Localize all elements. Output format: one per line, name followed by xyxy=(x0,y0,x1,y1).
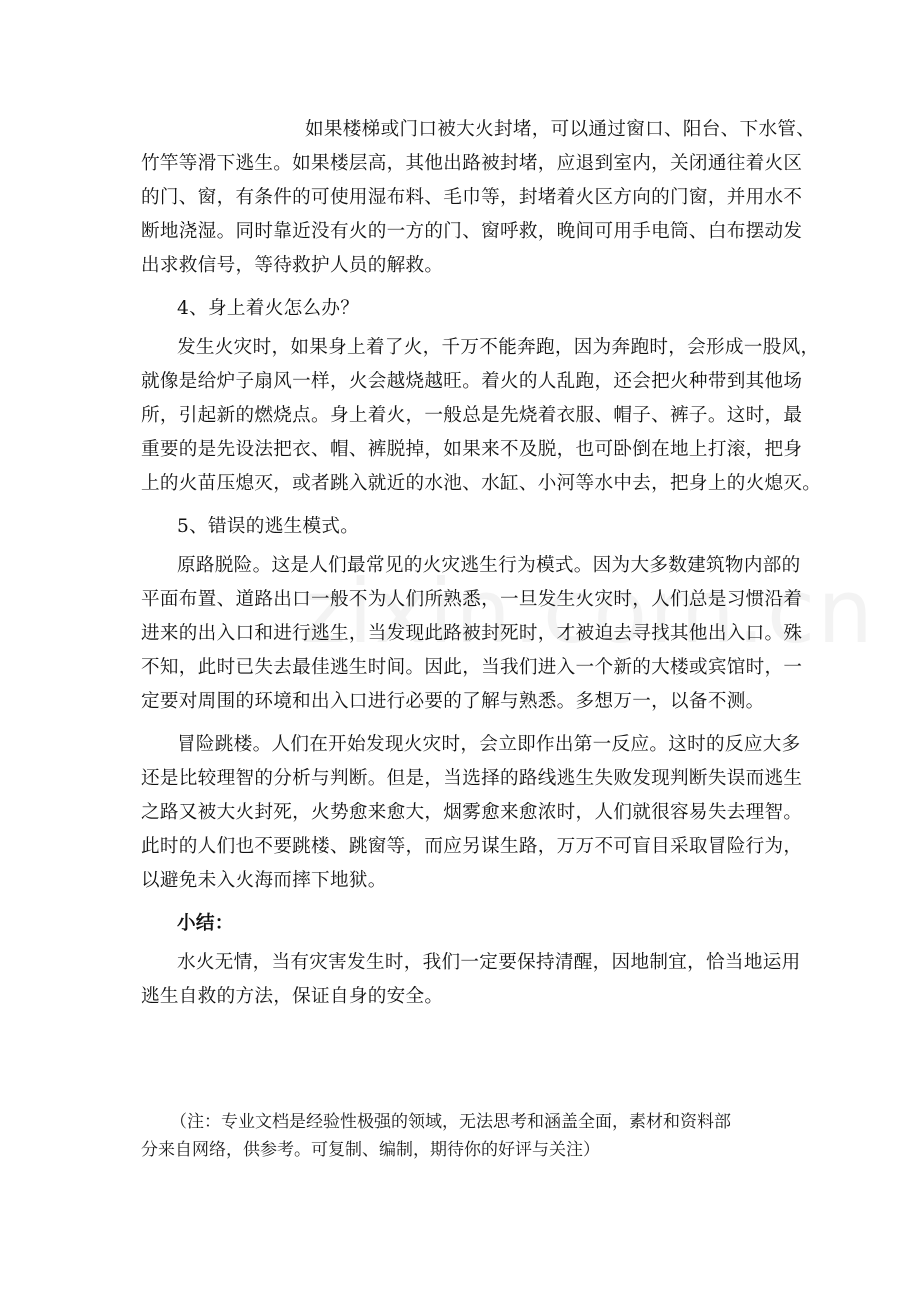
paragraph-line: 还是比较理智的分析与判断。但是，当选择的路线逃生失败发现判断失误而逃生 xyxy=(141,768,803,789)
paragraph-line: 上的火苗压熄灭，或者跳入就近的水池、水缸、小河等水中去，把身上的火熄灭。 xyxy=(141,473,822,494)
paragraph-line: 重要的是先设法把衣、帽、裤脱掉，如果来不及脱，也可卧倒在地上打滚，把身 xyxy=(141,439,803,460)
paragraph-line: 冒险跳楼。人们在开始发现火灾时，会立即作出第一反应。这时的反应大多 xyxy=(177,734,801,755)
paragraph-line: 就像是给炉子扇风一样，火会越烧越旺。着火的人乱跑，还会把火种带到其他场 xyxy=(141,371,803,392)
paragraph-line: 平面布置、道路出口一般不为人们所熟悉，一旦发生火灾时，人们总是习惯沿着 xyxy=(141,589,803,610)
section-heading: 4、身上着火怎么办？ xyxy=(177,298,360,319)
paragraph-line: 如果楼梯或门口被大火封堵，可以通过窗口、阳台、下水管、 xyxy=(305,119,816,140)
paragraph-line: 竹竿等滑下逃生。如果楼层高，其他出路被封堵，应退到室内，关闭通往着火区 xyxy=(141,153,803,174)
paragraph-line: 此时的人们也不要跳楼、跳窗等，而应另谋生路，万万不可盲目采取冒险行为， xyxy=(141,836,803,857)
summary-heading: 小结： xyxy=(177,913,234,934)
footnote-line: 分来自网络，供参考。可复制、编制，期待你的好评与关注） xyxy=(141,1140,600,1160)
paragraph-line: 逃生自救的方法，保证自身的安全。 xyxy=(141,986,444,1007)
paragraph-line: 所，引起新的燃烧点。身上着火，一般总是先烧着衣服、帽子、裤子。这时，最 xyxy=(141,405,803,426)
paragraph-line: 以避免未入火海而摔下地狱。 xyxy=(141,870,387,891)
paragraph-line: 定要对周围的环境和出入口进行必要的了解与熟悉。多想万一，以备不测。 xyxy=(141,691,765,712)
paragraph-line: 出求救信号，等待救护人员的解救。 xyxy=(141,255,444,276)
paragraph-line: 不知，此时已失去最佳逃生时间。因此，当我们进入一个新的大楼或宾馆时，一 xyxy=(141,657,803,678)
paragraph-line: 断地浇湿。同时靠近没有火的一方的门、窗呼救，晚间可用手电筒、白布摆动发 xyxy=(141,221,803,242)
section-heading: 5、错误的逃生模式。 xyxy=(177,516,360,537)
paragraph-line: 水火无情，当有灾害发生时，我们一定要保持清醒，因地制宜，恰当地运用 xyxy=(177,952,801,973)
paragraph-line: 原路脱险。这是人们最常见的火灾逃生行为模式。因为大多数建筑物内部的 xyxy=(177,555,801,576)
paragraph-line: 之路又被大火封死，火势愈来愈大，烟雾愈来愈浓时，人们就很容易失去理智。 xyxy=(141,802,803,823)
paragraph-line: 发生火灾时，如果身上着了火，千万不能奔跑，因为奔跑时，会形成一股风， xyxy=(177,337,820,358)
footnote-line: （注：专业文档是经验性极强的领域，无法思考和涵盖全面，素材和资料部 xyxy=(170,1112,731,1132)
paragraph-line: 的门、窗，有条件的可使用湿布料、毛巾等，封堵着火区方向的门窗，并用水不 xyxy=(141,187,803,208)
paragraph-line: 进来的出入口和进行逃生，当发现此路被封死时，才被迫去寻找其他出入口。殊 xyxy=(141,623,803,644)
